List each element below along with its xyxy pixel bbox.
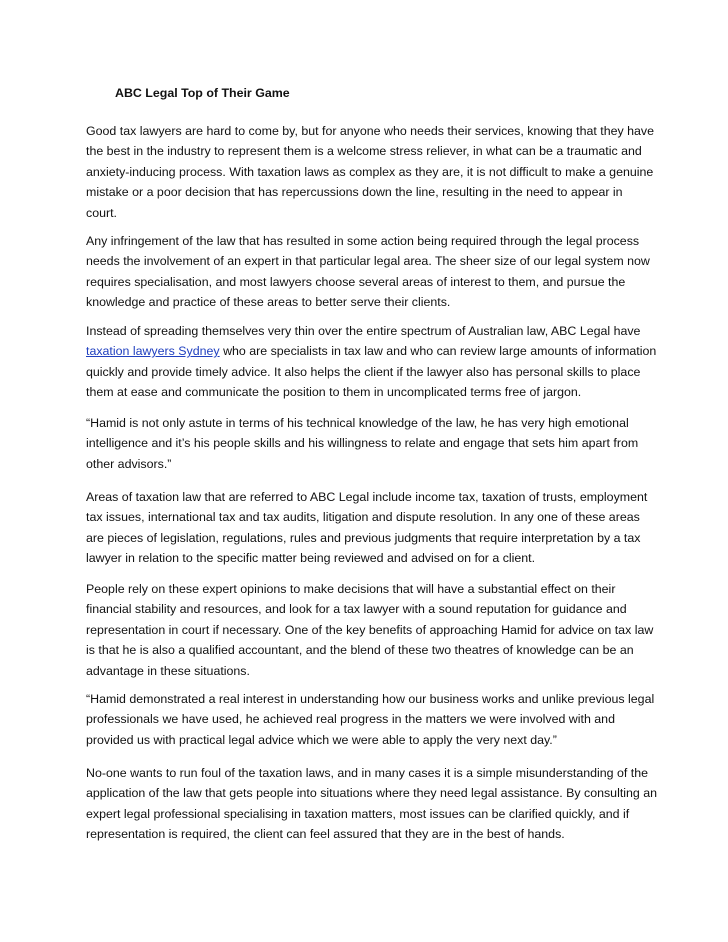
text-line: representation is required, the client can feel assured that they are in the best of hands. [86, 827, 565, 842]
taxation-lawyers-sydney-link[interactable]: taxation lawyers Sydney [86, 344, 220, 359]
text-line: expert legal professional specialising in taxation matters, most issues can be clarified quickly, and if [86, 806, 630, 821]
text-line: lawyer in relation to the specific matter being reviewed and advised on for a client. [86, 551, 536, 566]
paragraph [86, 579, 656, 681]
text-fragment: who are specialists in tax law and who can review large amounts of information [219, 344, 657, 359]
text-line [86, 341, 656, 361]
document-title: ABC Legal Top of Their Game [115, 86, 290, 100]
text-line: mistake or a poor decision that has repercussions down the line, resulting in the need to appear in [86, 185, 623, 200]
text-line: advantage in these situations. [86, 663, 250, 678]
paragraph [86, 763, 656, 845]
text-line: Areas of taxation law that are referred to ABC Legal include income tax, taxation of trusts, employment [86, 490, 648, 504]
text-line: intelligence and it’s his people skills and his willingness to relate and engage that sets him apart from [86, 436, 639, 451]
text-line: Any infringement of the law that has resulted in some action being required through the legal process [86, 234, 640, 248]
text-line: the best in the industry to represent them is a welcome stress reliever, in what can be a traumatic and [86, 144, 642, 159]
text-line: anxiety-inducing process. With taxation laws as complex as they are, it is not difficult to make a genuine [86, 164, 654, 179]
text-line: application of the law that gets people into situations where they need legal assistance. By consulting an [86, 786, 658, 801]
text-line: provided us with practical legal advice which we were able to apply the very next day.” [86, 732, 557, 747]
text-line: Instead of spreading themselves very thin over the entire spectrum of Australian law, ABC Legal have [86, 324, 641, 338]
text-line: Good tax lawyers are hard to come by, but for anyone who needs their services, knowing that they have [86, 124, 654, 138]
text-line: No-one wants to run foul of the taxation laws, and in many cases it is a simple misunderstanding of the [86, 766, 649, 780]
text-line: representation in court if necessary. One of the key benefits of approaching Hamid for advice on tax law [86, 622, 654, 637]
text-line: needs the involvement of an expert in that particular legal area. The sheer size of our legal system now [86, 254, 650, 269]
paragraph [86, 321, 656, 403]
text-line: is that he is also a qualified accountant, and the blend of these two theatres of knowledge can be an [86, 643, 634, 658]
text-line: knowledge and practice of these areas to better serve their clients. [86, 295, 451, 310]
text-line: other advisors.” [86, 456, 172, 471]
quote-paragraph [86, 689, 656, 750]
text-line: court. [86, 205, 117, 220]
text-line: professionals we have used, he achieved real progress in the matters we were involved with and [86, 712, 615, 727]
text-line: tax issues, international tax and tax audits, litigation and dispute resolution. In any one of these areas [86, 510, 640, 525]
paragraph [86, 487, 656, 569]
paragraph [86, 231, 656, 313]
text-line: quickly and provide timely advice. It also helps the client if the lawyer also has personal skills to place [86, 364, 641, 379]
text-line: financial stability and resources, and look for a tax lawyer with a sound reputation for guidance and [86, 602, 627, 617]
text-line: are pieces of legislation, regulations, rules and previous judgments that require interpretation by a tax [86, 530, 641, 545]
text-line: “Hamid demonstrated a real interest in understanding how our business works and unlike previous legal [86, 692, 655, 706]
text-line: People rely on these expert opinions to make decisions that will have a substantial effect on their [86, 582, 616, 596]
text-line: them at ease and communicate the position to them in uncomplicated terms free of jargon. [86, 385, 582, 400]
quote-paragraph [86, 413, 656, 474]
text-line: “Hamid is not only astute in terms of his technical knowledge of the law, he has very high emotional [86, 416, 629, 430]
text-line: requires specialisation, and most lawyers choose several areas of interest to them, and pursue the [86, 274, 626, 289]
paragraph [86, 121, 656, 223]
